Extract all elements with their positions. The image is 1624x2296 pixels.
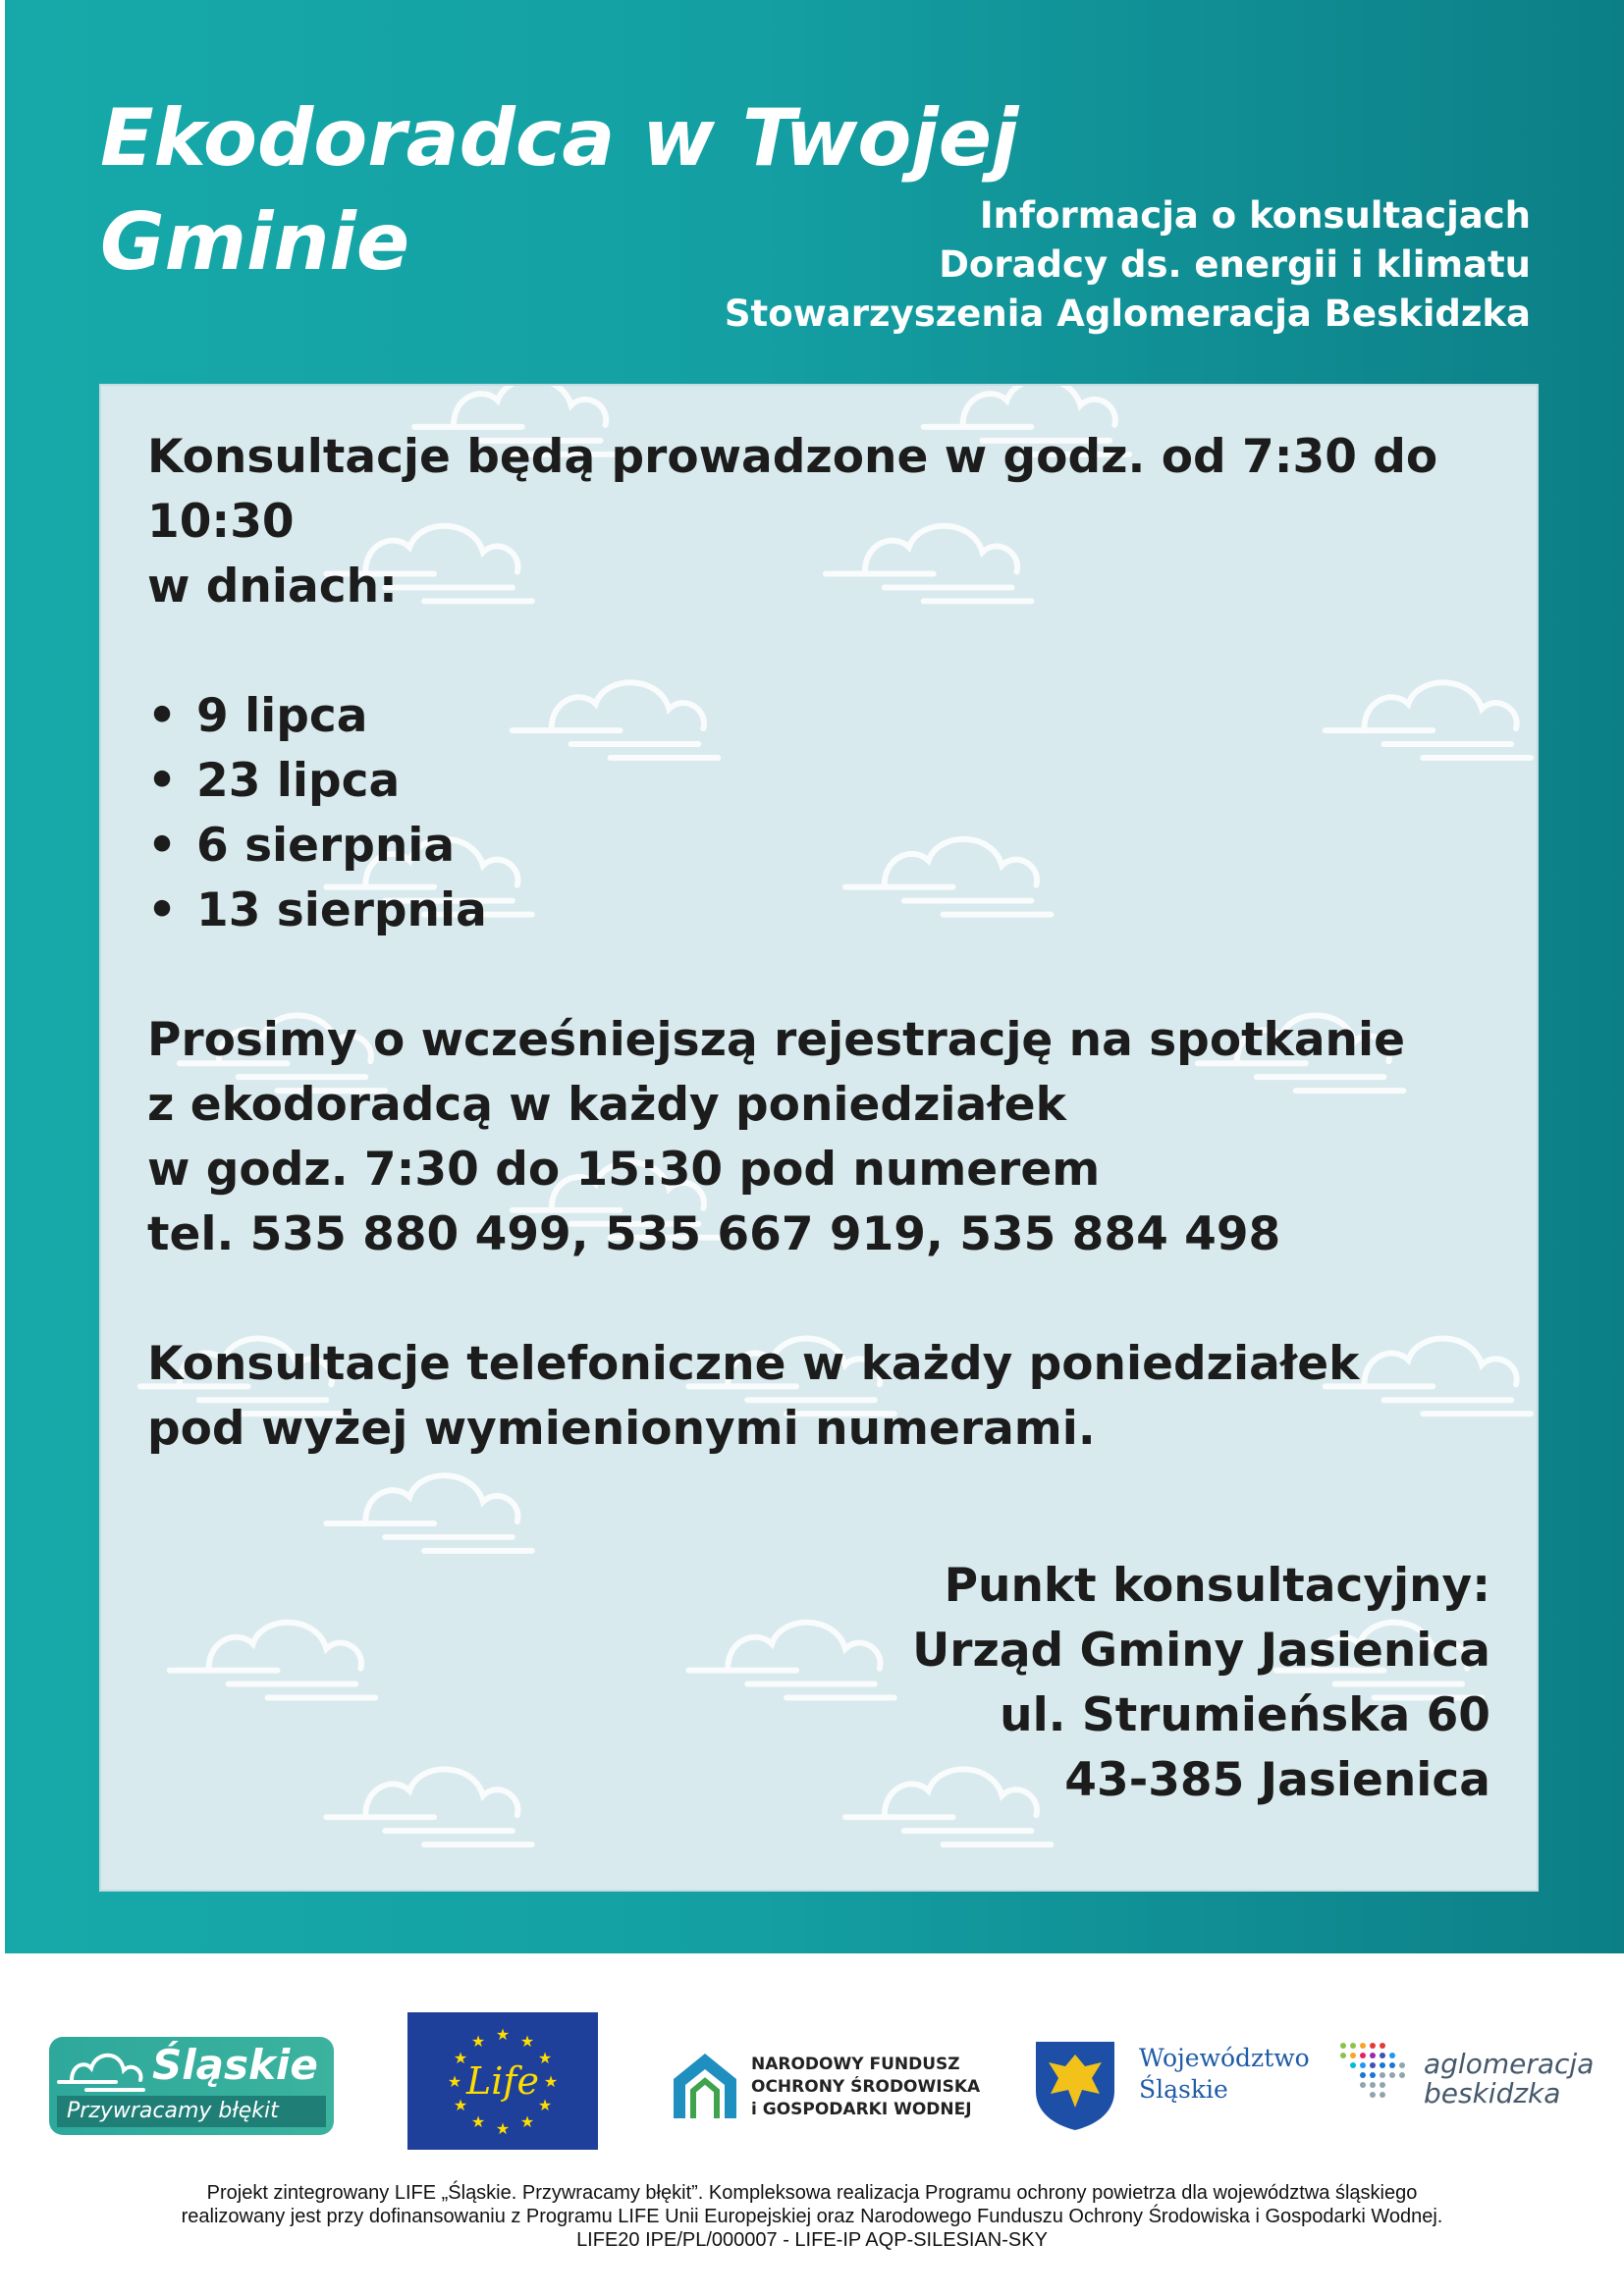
date-item: • 23 lipca	[147, 749, 1492, 814]
registration-line: z ekodoradcą w każdy poniedziałek	[147, 1078, 1066, 1132]
subtitle-line-3: Stowarzyszenia Aglomeracja Beskidzka	[724, 293, 1531, 335]
wojewodztwo-line: Województwo	[1139, 2044, 1310, 2072]
eagle-crest-icon	[1031, 2037, 1119, 2131]
date-item: • 6 sierpnia	[147, 814, 1492, 879]
subtitle	[725, 191, 1531, 339]
footer-line-1: Projekt zintegrowany LIFE „Śląskie. Przywracamy błękit”. Kompleksowa realizacja Programu ochrony powietrza dla województwa śląskiego	[206, 2182, 1418, 2204]
life-wordmark: Life	[466, 2059, 539, 2103]
logo-bar	[0, 2012, 1624, 2179]
svg-text:★: ★	[495, 2119, 511, 2138]
svg-text:★: ★	[519, 2032, 535, 2051]
consultation-info	[147, 425, 1492, 1462]
address-heading: Punkt konsultacyjny:	[944, 1559, 1490, 1613]
svg-text:★: ★	[543, 2072, 559, 2091]
svg-text:★: ★	[537, 2096, 553, 2114]
address-line: Urząd Gminy Jasienica	[912, 1624, 1490, 1678]
svg-text:★: ★	[537, 2049, 553, 2067]
date-item: • 13 sierpnia	[147, 879, 1492, 943]
address-line: ul. Strumieńska 60	[1000, 1688, 1490, 1742]
nfosigw-emblem-icon	[668, 2050, 742, 2124]
nfos-line: i GOSPODARKI WODNEJ	[751, 2100, 972, 2119]
aglomeracja-beskidzka-logo	[1335, 2030, 1595, 2128]
slaskie-logo	[49, 2037, 334, 2135]
address-line: 43-385 Jasienica	[1064, 1753, 1490, 1807]
title-line-1: Ekodoradca w Twojej	[100, 92, 1019, 184]
date-item: • 9 lipca	[147, 684, 1492, 749]
phone-consult-line: Konsultacje telefoniczne w każdy poniedziałek	[147, 1337, 1360, 1391]
registration-line: w godz. 7:30 do 15:30 pod numerem	[147, 1143, 1101, 1197]
phone-numbers: tel. 535 880 499, 535 667 919, 535 884 498	[147, 1207, 1281, 1261]
wojewodztwo-line: Śląskie	[1139, 2075, 1228, 2104]
svg-text:★: ★	[519, 2112, 535, 2131]
svg-text:★: ★	[453, 2096, 468, 2114]
nfos-line: NARODOWY FUNDUSZ	[751, 2055, 960, 2074]
cloud-icon	[57, 2041, 145, 2100]
svg-text:★: ★	[495, 2025, 511, 2044]
svg-text:★: ★	[470, 2032, 486, 2051]
svg-text:★: ★	[470, 2112, 486, 2131]
subtitle-line-1: Informacja o konsultacjach	[979, 194, 1531, 237]
svg-text:★: ★	[453, 2049, 468, 2067]
dates-list	[147, 684, 1492, 943]
life-eu-logo	[407, 2012, 598, 2150]
slaskie-tagline: Przywracamy błękit	[57, 2096, 326, 2127]
footer-line-2: realizowany jest przy dofinansowaniu z Programu LIFE Unii Europejskiej oraz Narodowego Funduszu Ochrony Środowiska i Gospodarki Wodnej.	[181, 2206, 1443, 2227]
footer-note	[0, 2181, 1624, 2252]
nfos-line: OCHRONY ŚRODOWISKA	[751, 2077, 981, 2097]
aglomeracja-line: aglomeracja	[1424, 2048, 1595, 2080]
wojewodztwo-slaskie-logo	[1031, 2037, 1310, 2135]
slaskie-wordmark: Śląskie	[152, 2041, 318, 2089]
subtitle-line-2: Doradcy ds. energii i klimatu	[939, 243, 1531, 286]
hero-background	[5, 0, 1624, 1953]
aglomeracja-line: beskidzka	[1424, 2077, 1561, 2109]
dot-map-icon	[1335, 2036, 1420, 2120]
info-panel	[99, 384, 1539, 1892]
svg-text:★: ★	[447, 2072, 462, 2091]
nfosigw-logo	[668, 2050, 982, 2128]
phone-consult-line: pod wyżej wymienionymi numerami.	[147, 1402, 1096, 1456]
registration-line: Prosimy o wcześniejszą rejestrację na spotkanie	[147, 1013, 1406, 1067]
footer-line-3: LIFE20 IPE/PL/000007 - LIFE-IP AQP-SILESIAN-SKY	[576, 2229, 1048, 2251]
title-line-2: Gminie	[100, 196, 410, 288]
hours-line-2: w dniach:	[147, 560, 398, 614]
hours-line-1: Konsultacje będą prowadzone w godz. od 7:30 do 10:30	[147, 430, 1438, 549]
consultation-address	[912, 1554, 1490, 1813]
